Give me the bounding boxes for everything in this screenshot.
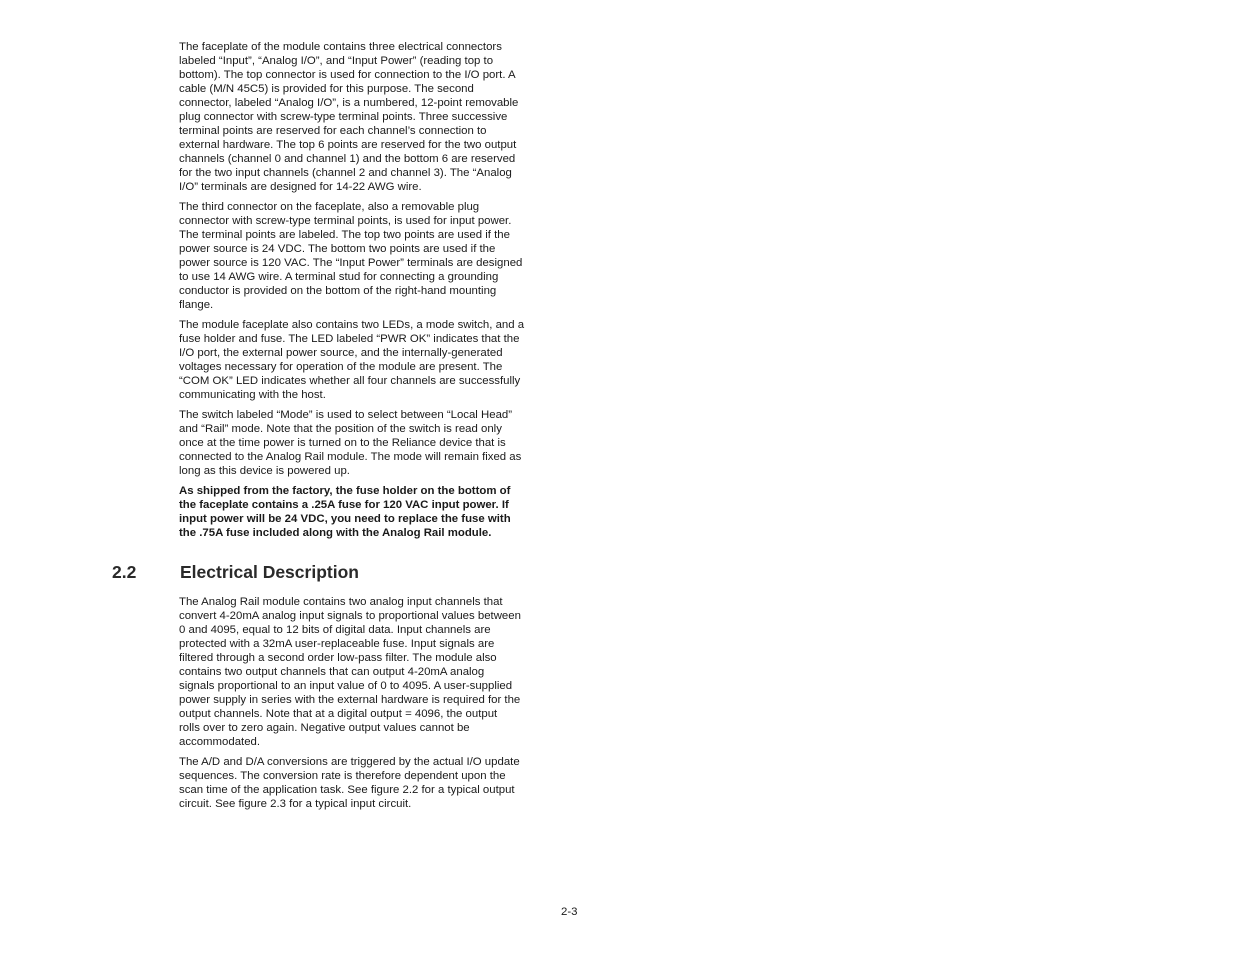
paragraph-mode-switch: The switch labeled “Mode” is used to select between “Local Head” and “Rail” mode. Note that the position of the switch is read only once at the time power is turned on to the Reliance device that is connected to the Analog Rail module. The mode will remain fixed as long as this device is powered up. — [179, 409, 522, 477]
paragraph-electrical: The Analog Rail module contains two analog input channels that convert 4-20mA analog input signals to proportional values between 0 and 4095, equal to 12 bits of digital data. Input channels are protected with a 32mA user-replaceable fuse. Input signals are filtered through a second order low-pass filter. The module also contains two output channels that can output 4-20mA analog signals proportional to an input value of 0 to 4095. A user-supplied power supply in series with the external hardware is required for the output channels. Note that at a digital output = 4096, the output rolls over to zero again. Negative output values cannot be accommodated. — [179, 596, 521, 748]
body-text-section — [179, 595, 564, 817]
paragraph-leds: The module faceplate also contains two LEDs, a mode switch, and a fuse holder and fuse. The LED labeled “PWR OK” indicates that the I/O port, the external power source, and the internally-generated voltages necessary for operation of the module are present. The “COM OK” LED indicates whether all four channels are successfully communicating with the host. — [179, 319, 525, 401]
section-title: Electrical Description — [180, 562, 359, 582]
page-number: 2-3 — [561, 906, 578, 918]
paragraph-input-power: The third connector on the faceplate, also a removable plug connector with screw-type terminal points, is used for input power. The terminal points are labeled. The top two points are used if the power source is 24 VDC. The bottom two points are used if the power source is 120 VAC. The “Input Power” terminals are designed to use 14 AWG wire. A terminal stud for connecting a grounding conductor is provided on the bottom of the right-hand mounting flange. — [179, 201, 523, 311]
paragraph-connectors: The faceplate of the module contains three electrical connectors labeled “Input”, “Analog I/O”, and “Input Power” (reading top to bottom). The top connector is used for connection to the I/O port. A cable (M/N 45C5) is provided for this purpose. The second connector, labeled “Analog I/O”, is a numbered, 12-point removable plug connector with screw-type terminal points. Three successive terminal points are reserved for each channel’s connection to external hardware. The top 6 points are reserved for the two output channels (channel 0 and channel 1) and the bottom 6 are reserved for the two input channels (channel 2 and channel 3). The “Analog I/O” terminals are designed for 14-22 AWG wire. — [179, 41, 519, 193]
section-number: 2.2 — [112, 562, 137, 582]
paragraph-fuse-note: As shipped from the factory, the fuse holder on the bottom of the faceplate contains a .25A fuse for 120 VAC input power. If input power will be 24 VDC, you need to replace the fuse with the .75A fuse included along with the Analog Rail module. — [179, 485, 511, 539]
paragraph-conversions: The A/D and D/A conversions are triggered by the actual I/O update sequences. The conversion rate is therefore dependent upon the scan time of the application task. See figure 2.2 for a typical output circuit. See figure 2.3 for a typical input circuit. — [179, 756, 520, 810]
body-text-upper — [179, 40, 564, 546]
